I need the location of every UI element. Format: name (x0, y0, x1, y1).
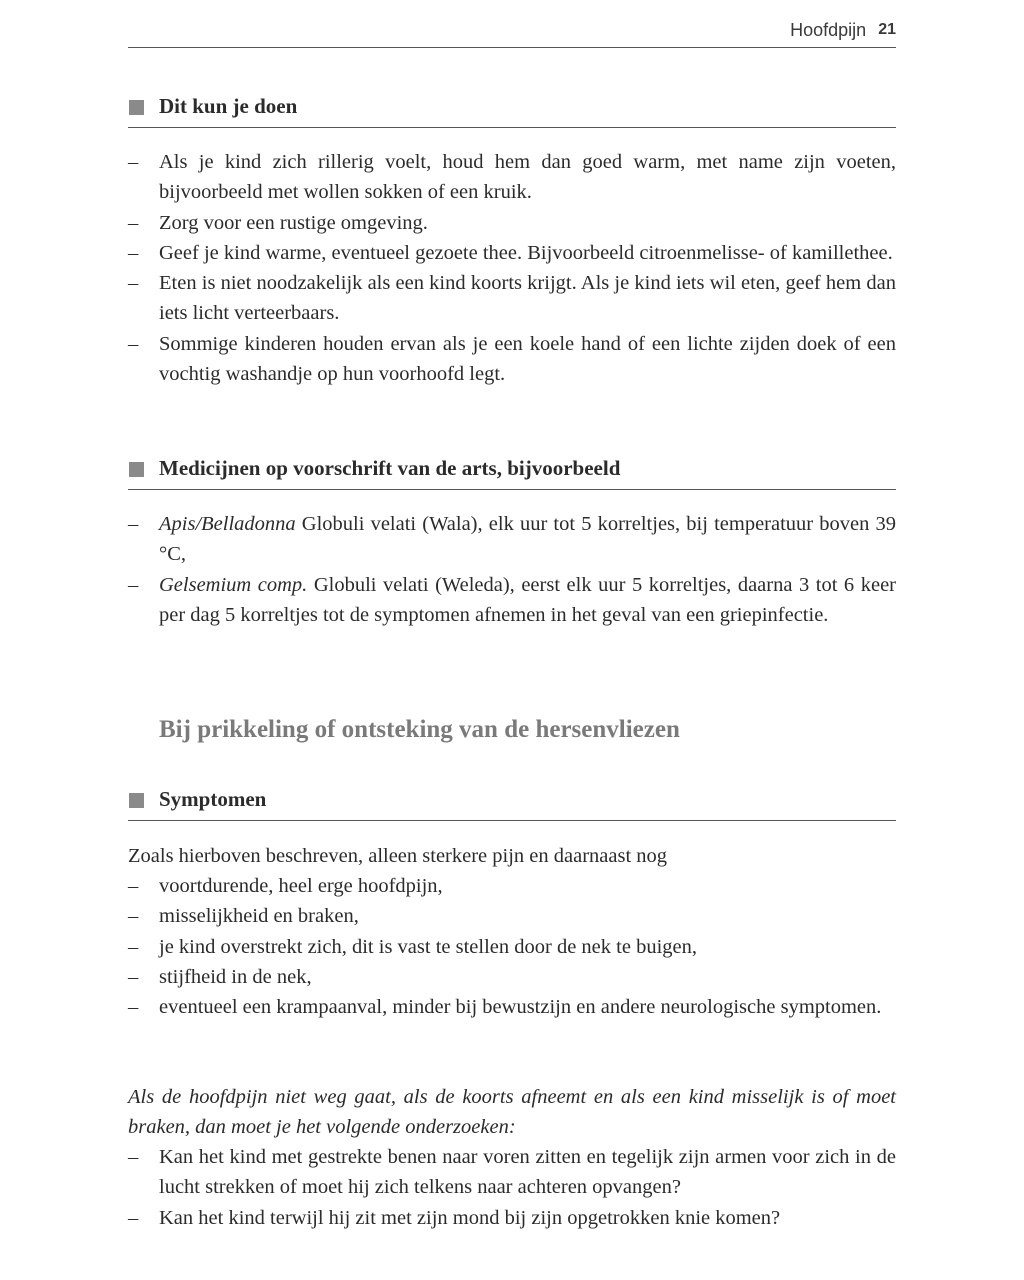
list-item (128, 901, 896, 931)
square-bullet-icon (129, 793, 144, 808)
section-title: Medicijnen op voorschrift van de arts, bijvoorbeeld (159, 456, 621, 480)
list-item (128, 871, 896, 901)
dash-icon: – (128, 151, 139, 173)
list-item-text: eventueel een krampaanval, minder bij bewustzijn en andere neurologische symptomen. (159, 996, 882, 1019)
list-item-text: je kind overstrekt zich, dit is vast te stellen door de nek te buigen, (159, 935, 697, 958)
dash-icon: – (128, 241, 139, 264)
list-dit-kun-je-doen (128, 147, 896, 389)
list-onderzoeken (128, 1142, 896, 1233)
page-number: 21 (878, 21, 896, 38)
list-item-text: Sommige kinderen houden ervan als je een koele hand of een lichte zijden doek of een vochtig washandje op hun voorhoofd legt. (159, 332, 896, 386)
symptomen-intro: Zoals hierboven beschreven, alleen sterkere pijn en daarnaast nog (128, 845, 668, 867)
list-item (128, 570, 896, 631)
list-item-text: Kan het kind met gestrekte benen naar voren zitten en tegelijk zijn armen voor zich in de lucht strekken of moet hij zich telkens naar achteren opvangen? (159, 1146, 896, 1199)
list-item (128, 509, 896, 570)
dash-icon: – (128, 935, 139, 958)
list-item-text: Globuli velati (Weleda), eerst elk uur 5 korreltjes, daarna 3 tot 6 keer per dag 5 korreltjes tot de symptomen afnemen in het geval van een griepinfectie. (159, 573, 896, 626)
section-title: Dit kun je doen (159, 94, 298, 118)
dash-icon: – (128, 272, 139, 295)
list-symptomen (128, 871, 896, 1022)
dash-icon: – (128, 573, 139, 596)
section-heading-medicijnen (128, 454, 896, 490)
square-bullet-icon (129, 462, 144, 477)
list-item-text: stijfheid in de nek, (159, 965, 312, 988)
list-item-text: voortdurende, heel erge hoofdpijn, (159, 875, 443, 897)
medicine-name: Apis/Belladonna (159, 513, 296, 535)
dash-icon: – (128, 996, 139, 1019)
list-item (128, 147, 896, 208)
list-item (128, 1203, 896, 1233)
section-title: Symptomen (159, 787, 267, 811)
dash-icon: – (128, 1206, 139, 1229)
dash-icon: – (128, 211, 139, 234)
list-item-text: Kan het kind terwijl hij zit met zijn mond bij zijn opgetrokken knie komen? (159, 1206, 781, 1229)
list-item (128, 238, 896, 268)
list-item-text: Als je kind zich rillerig voelt, houd hem dan goed warm, met name zijn voeten, bijvoorbeeld met wollen sokken of een kruik. (159, 151, 896, 204)
list-item (128, 329, 896, 390)
list-item-text: misselijkheid en braken, (159, 905, 359, 928)
onderzoeken-intro: Als de hoofdpijn niet weg gaat, als de koorts afneemt en als een kind misselijk is of moet braken, dan moet je het volgende onderzoeken: (128, 1086, 896, 1138)
medicine-name: Gelsemium comp. (159, 573, 308, 596)
list-item (128, 962, 896, 992)
list-item (128, 208, 896, 238)
dash-icon: – (128, 905, 139, 928)
dash-icon: – (128, 332, 139, 355)
header-rule (128, 47, 896, 48)
dash-icon: – (128, 875, 139, 897)
list-medicijnen (128, 509, 896, 630)
list-item-text: Eten is niet noodzakelijk als een kind koorts krijgt. Als je kind iets wil eten, geef hem dan iets licht verteerbaars. (159, 272, 896, 325)
running-title: Hoofdpijn (790, 19, 867, 40)
list-item-text: Geef je kind warme, eventueel gezoete thee. Bijvoorbeeld citroenmelisse- of kamillethee. (159, 241, 893, 264)
list-item (128, 268, 896, 329)
list-item-text: Zorg voor een rustige omgeving. (159, 211, 428, 234)
section-heading-symptomen (128, 785, 896, 821)
dash-icon: – (128, 1146, 139, 1168)
dash-icon: – (128, 965, 139, 988)
running-head (790, 18, 896, 42)
list-item-text: Globuli velati (Wala), elk uur tot 5 korreltjes, bij temperatuur boven 39 °C, (159, 513, 896, 566)
dash-icon: – (128, 513, 139, 535)
list-item (128, 932, 896, 962)
section-heading-dit-kun-je-doen (128, 92, 896, 128)
list-item (128, 992, 896, 1022)
square-bullet-icon (129, 100, 144, 115)
list-item (128, 1142, 896, 1203)
subchapter-title: Bij prikkeling of ontsteking van de hersenvliezen (159, 716, 680, 743)
